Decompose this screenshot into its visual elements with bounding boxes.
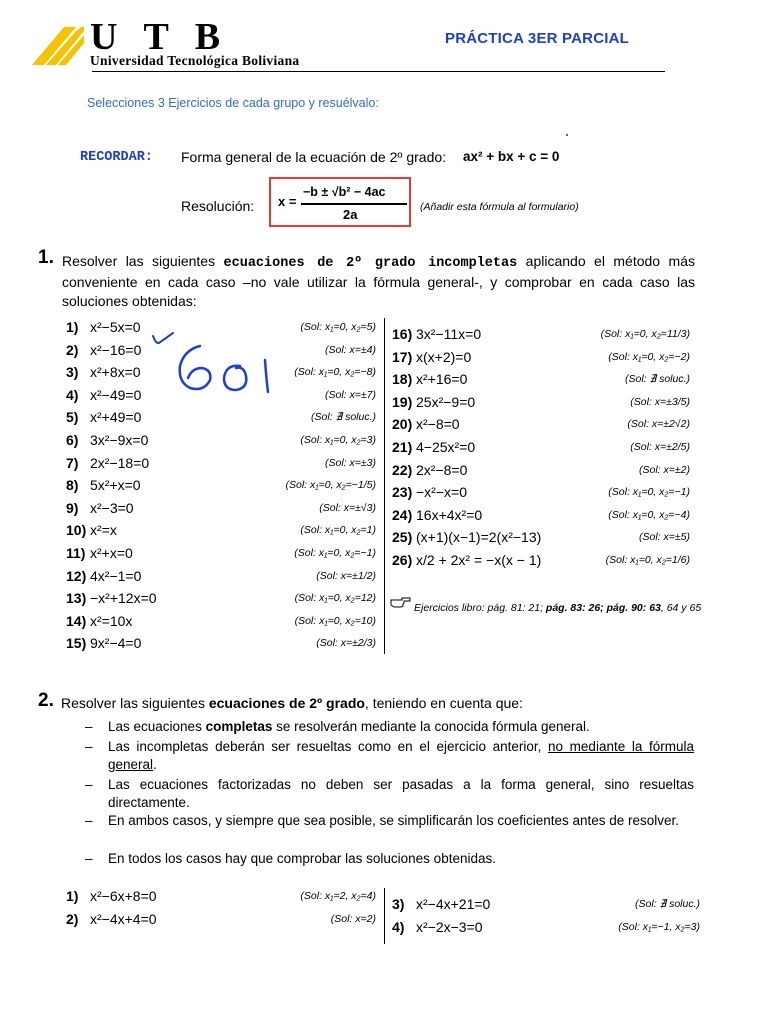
exercise-equation: x²−6x+8=0	[90, 888, 157, 904]
exercise-solution: (Sol: x=±3/5)	[630, 395, 690, 408]
exercise-number: 2)	[66, 341, 79, 358]
exercise-equation: x²−4x+4=0	[90, 911, 157, 927]
section1-instructions	[62, 252, 695, 311]
section2-text-a: Resolver las siguientes	[61, 695, 209, 711]
exercise-number: 6)	[66, 432, 79, 448]
exercise-number: 26)	[392, 552, 413, 568]
formula-numerator: −b ± √b² − 4ac	[303, 185, 386, 199]
libro-reference	[414, 600, 714, 617]
exercise-row	[392, 371, 690, 393]
exercise-row	[66, 590, 376, 612]
exercise-equation: 9x²−4=0	[90, 635, 142, 652]
exercise-equation: −x²−x=0	[416, 484, 467, 501]
bullet-text-underlined: no mediante la fórmula general	[108, 739, 695, 772]
exercise-number: 14)	[66, 612, 87, 629]
exercise-number: 10)	[66, 522, 87, 539]
exercise-solution: (Sol: x₁=0, x₂=10)	[294, 614, 376, 627]
exercise-row	[392, 919, 700, 941]
handwritten-note	[170, 338, 280, 398]
exercise-number: 1)	[66, 888, 79, 904]
exercise-row	[66, 888, 376, 910]
bullet-text-a: En todos los casos hay que comprobar las soluciones obtenidas.	[108, 851, 496, 866]
exercise-equation: x(x+2)=0	[416, 348, 472, 365]
exercise-number: 15)	[66, 635, 87, 652]
exercise-row	[66, 635, 376, 657]
exercise-row	[392, 484, 690, 506]
exercise-row	[66, 455, 376, 477]
exercise-solution: (Sol: x=±1/2)	[316, 569, 376, 582]
exercise-equation: x²=x	[90, 522, 117, 539]
exercise-solution: (Sol: x=±3)	[325, 456, 376, 469]
exercise-equation: x²+x=0	[90, 545, 133, 561]
exercise-number: 3)	[392, 896, 405, 912]
exercise-solution: (Sol: x₁=0, x₂=−4)	[608, 508, 690, 521]
exercise-equation: (x+1)(x−1)=2(x²−13)	[416, 529, 542, 546]
exercise-solution: (Sol: x=±5)	[639, 531, 690, 544]
exercise-equation: 2x²−18=0	[90, 454, 150, 471]
exercise-row	[392, 416, 690, 438]
exercise-solution: (Sol: x₁=0, x₂=3)	[300, 434, 376, 446]
exercise-number: 11)	[66, 545, 86, 561]
exercise-solution: (Sol: x=±2√2)	[627, 418, 690, 431]
page-title: PRÁCTICA 3ER PARCIAL	[445, 30, 630, 47]
exercise-solution: (Sol: x₁=0, x₂=−8)	[294, 366, 376, 379]
recordar-text: Forma general de la ecuación de 2º grado:	[181, 149, 447, 165]
general-equation: ax² + bx + c = 0	[463, 149, 560, 164]
exercise-number: 8)	[66, 477, 79, 494]
exercise-equation: 2x²−8=0	[416, 461, 468, 478]
bullet-text-a: Las incompletas deberán ser resueltas como en el ejercicio anterior,	[108, 739, 549, 754]
exercise-row	[392, 507, 690, 529]
recordar-label: RECORDAR:	[80, 150, 153, 165]
exercise-number: 9)	[66, 499, 79, 516]
exercise-equation: x²−2x−3=0	[416, 919, 483, 935]
exercise-number: 5)	[66, 409, 79, 426]
exercise-solution: (Sol: x₁=0, x₂=−1)	[608, 486, 690, 499]
bullet-dash: –	[85, 851, 93, 866]
formula-lhs: x =	[278, 194, 297, 209]
section2-number: 2.	[38, 690, 54, 711]
exercise-equation: −x²+12x=0	[90, 590, 157, 607]
libro-text-b: pág. 83: 26; pág. 90: 63	[545, 602, 661, 614]
exercise-row	[392, 349, 690, 371]
exercise-equation: x²−16=0	[90, 341, 142, 358]
exercise-row	[66, 477, 376, 499]
exercise-solution: (Sol: x₁=0, x₂=11/3)	[600, 328, 690, 340]
exercise-equation: x²−3=0	[90, 499, 134, 516]
exercise-row	[392, 394, 690, 416]
exercise-solution: (Sol: x=±4)	[325, 343, 376, 356]
exercise-number: 4)	[392, 919, 405, 935]
section1-number: 1.	[38, 247, 54, 268]
exercise-solution: (Sol: x=±2)	[639, 463, 690, 476]
exercise-number: 18)	[392, 371, 413, 388]
exercise-equation: 5x²+x=0	[90, 477, 141, 494]
bullet-text	[108, 718, 694, 736]
exercise-equation: x²−8=0	[416, 416, 460, 433]
exercise-equation: x²+49=0	[90, 409, 142, 426]
bullet-dash: –	[85, 777, 93, 792]
exercise-equation: 25x²−9=0	[416, 393, 476, 410]
bullet-text-bold: completas	[205, 719, 273, 734]
exercise-row	[392, 462, 690, 484]
bullet-dash: –	[85, 719, 93, 734]
libro-text-c: , 64 y 65	[660, 602, 702, 614]
section1-text-bold: ecuaciones de 2º grado incompletas	[223, 256, 518, 271]
bullet-text-a: En ambos casos, y siempre que sea posible, se simplificarán los coeficientes antes de resolver.	[108, 813, 680, 828]
exercise-equation: x²+8x=0	[90, 364, 141, 381]
bullet-text	[108, 776, 694, 812]
exercise-row	[392, 326, 690, 348]
exercise-row	[66, 500, 376, 522]
exercise-number: 16)	[392, 326, 413, 342]
bullet-text	[108, 812, 694, 830]
logo-letters: UTB	[90, 16, 247, 58]
exercise-row	[392, 896, 700, 918]
exercise-number: 4)	[66, 386, 79, 403]
bullet-dash: –	[85, 739, 93, 754]
column-divider	[384, 318, 385, 654]
exercise-solution: (Sol: x=±2/5)	[630, 441, 690, 453]
exercise-solution: (Sol: ∄ soluc.)	[635, 898, 700, 910]
exercise-solution: (Sol: x₁=0, x₂=1)	[300, 524, 376, 537]
section1-text-b: aplicando el método más conveniente en cada caso –no vale utilizar la fórmula general-, y comprobar en cada caso las soluciones obtenidas:	[62, 253, 695, 309]
bullet-text-c: .	[153, 757, 157, 772]
exercise-solution: (Sol: x₁=2, x₂=4)	[300, 890, 376, 902]
exercise-solution: (Sol: x=±7)	[325, 388, 376, 401]
exercise-solution: (Sol: x=±2/3)	[316, 637, 376, 650]
exercise-solution: (Sol: x₁=0, x₂=1/6)	[605, 554, 690, 566]
exercise-equation: 4−25x²=0	[416, 439, 476, 455]
intro-instruction: Selecciones 3 Ejercicios de cada grupo y resuélvalo:	[87, 96, 379, 110]
section2-text-b: , teniendo en cuenta que:	[364, 695, 523, 711]
exercise-row	[66, 911, 376, 933]
exercise-row	[66, 545, 376, 567]
exercise-solution: (Sol: x=±√3)	[319, 501, 376, 514]
formula-denominator: 2a	[343, 207, 358, 222]
exercise-solution: (Sol: x=2)	[330, 913, 376, 925]
exercise-equation: x²−4x+21=0	[416, 896, 491, 912]
exercise-number: 12)	[66, 567, 87, 584]
exercise-equation: 4x²−1=0	[90, 567, 142, 584]
exercise-row	[66, 522, 376, 544]
bullet-text	[108, 738, 694, 774]
exercise-solution: (Sol: x₁=0, x₂=5)	[300, 321, 376, 333]
section1-text-a: Resolver las siguientes	[62, 253, 224, 269]
exercise-row	[66, 432, 376, 454]
exercise-solution: (Sol: x₁=0, x₂=−1/5)	[285, 479, 376, 492]
exercise-number: 24)	[392, 506, 413, 523]
exercise-equation: 16x+4x²=0	[416, 506, 483, 523]
exercise-number: 17)	[392, 348, 413, 365]
exercise-number: 19)	[392, 393, 413, 410]
exercise-solution: (Sol: x₁=0, x₂=−1)	[294, 547, 376, 559]
exercise-row	[392, 529, 690, 551]
exercise-equation: x²−5x=0	[90, 319, 141, 335]
exercise-equation: x/2 + 2x² = −x(x − 1)	[416, 552, 542, 568]
exercise-equation: x²+16=0	[416, 371, 468, 388]
exercise-row	[66, 409, 376, 431]
bullet-text-c: se resolverán mediante la conocida fórmula general.	[272, 719, 590, 734]
bullet-text-a: Las ecuaciones	[108, 719, 206, 734]
exercise-number: 7)	[66, 454, 79, 471]
column-divider-2	[384, 888, 385, 944]
fraction-bar	[301, 203, 407, 205]
exercise-number: 2)	[66, 911, 79, 927]
stray-dot	[566, 134, 568, 136]
section2-text-bold: ecuaciones de 2º grado	[208, 695, 365, 711]
exercise-row	[66, 613, 376, 635]
exercise-solution: (Sol: x₁=−1, x₂=3)	[618, 921, 700, 933]
exercise-number: 25)	[392, 529, 413, 546]
pointing-hand-icon	[390, 596, 412, 610]
bullet-dash: –	[85, 813, 93, 828]
exercise-solution: (Sol: x₁=0, x₂=12)	[294, 592, 376, 605]
header-divider	[92, 71, 665, 72]
section2-instructions	[61, 694, 701, 713]
exercise-solution: (Sol: ∄ soluc.)	[625, 373, 690, 386]
exercise-number: 13)	[66, 590, 87, 607]
exercise-equation: 3x²−11x=0	[416, 326, 482, 342]
exercise-solution: (Sol: ∄ soluc.)	[311, 411, 376, 424]
exercise-row	[392, 552, 690, 574]
exercise-number: 21)	[392, 439, 413, 455]
formula-note: (Añadir esta fórmula al formulario)	[420, 201, 579, 213]
exercise-equation: x²−49=0	[90, 386, 142, 403]
exercise-solution: (Sol: x₁=0, x₂=−2)	[608, 350, 690, 363]
resolucion-label: Resolución:	[181, 198, 255, 214]
exercise-number: 1)	[66, 319, 79, 335]
exercise-number: 23)	[392, 484, 413, 501]
exercise-equation: x²=10x	[90, 612, 133, 629]
quadratic-formula-box	[269, 177, 411, 227]
bullet-text	[108, 850, 694, 868]
logo-stripes-icon	[32, 27, 84, 65]
exercise-equation: 3x²−9x=0	[90, 432, 149, 448]
exercise-number: 22)	[392, 461, 413, 478]
exercise-number: 20)	[392, 416, 413, 433]
exercise-row	[66, 568, 376, 590]
bullet-text-a: Las ecuaciones factorizadas no deben ser pasadas a la forma general, sino resueltas directamente.	[108, 777, 694, 810]
logo-subtitle: Universidad Tecnológica Boliviana	[90, 53, 300, 68]
utb-logo	[32, 16, 412, 68]
exercise-row	[392, 439, 690, 461]
exercise-number: 3)	[66, 364, 79, 381]
libro-text-a: Ejercicios libro: pág. 81: 21;	[414, 602, 546, 614]
